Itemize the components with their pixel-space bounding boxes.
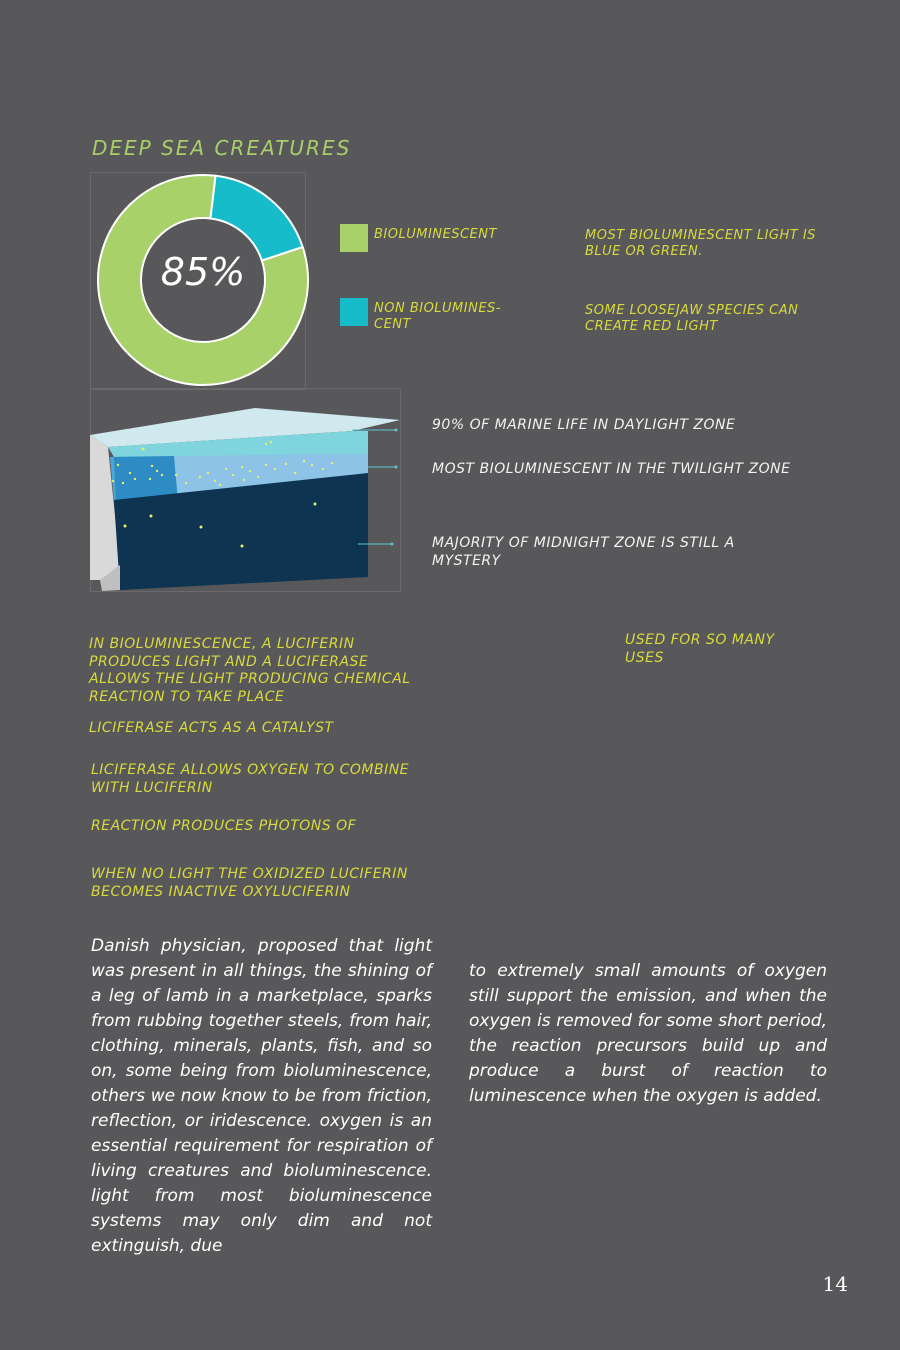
chemistry-line: LICIFERASE ALLOWS OXYGEN TO COMBINE bbox=[91, 762, 410, 778]
body-paragraph-left: Danish physician, proposed that light was present in all things, the shining of a leg of lamb in a marketplace, sparks from rubbing together steels, from hair, clothing, minerals, plants, fish, and so on, some being from bioluminescence, others we now know to be from friction, reflection, or iridescence. oxygen is an essential requirement for respiration of living creatures and bioluminescence. light from most bioluminescence systems may only dim and not extinguish, due bbox=[91, 936, 432, 1256]
zone-caption-daylight: 90% OF MARINE LIFE IN DAYLIGHT ZONE bbox=[432, 417, 736, 433]
chemistry-line: ALLOWS THE LIGHT PRODUCING CHEMICAL bbox=[89, 671, 411, 687]
fact-blue-green bbox=[585, 228, 816, 260]
chemistry-intro bbox=[89, 636, 411, 706]
body-paragraph-right: to extremely small amounts of oxygen still support the emission, and when the oxygen is removed for some short period, the reaction precursors build up and produce a burst of reaction to luminescence when the oxygen is added. bbox=[469, 961, 827, 1106]
page-number: 14 bbox=[822, 1272, 848, 1296]
chemistry-line: USED FOR SO MANY bbox=[625, 632, 775, 648]
donut-center-percentage: 85% bbox=[160, 250, 246, 294]
legend-label-non-bioluminescent bbox=[374, 301, 501, 333]
fact-line: MOST BIOLUMINESCENT LIGHT IS bbox=[585, 228, 816, 243]
legend-swatch-bioluminescent bbox=[340, 224, 368, 252]
chemistry-line: REACTION TO TAKE PLACE bbox=[89, 688, 285, 705]
page-title: DEEP SEA CREATURES bbox=[92, 136, 352, 160]
zone-caption-midnight bbox=[432, 534, 814, 570]
fact-line: BLUE OR GREEN. bbox=[585, 244, 703, 259]
chemistry-line: USES bbox=[625, 649, 664, 666]
chemistry-line: WHEN NO LIGHT THE OXIDIZED LUCIFERIN bbox=[91, 866, 408, 882]
fact-line: SOME LOOSEJAW SPECIES CAN bbox=[585, 303, 799, 318]
zone-caption-line: MYSTERY bbox=[432, 553, 501, 569]
chemistry-uses bbox=[625, 632, 775, 667]
fact-loosejaw bbox=[585, 303, 798, 335]
legend-label-bioluminescent: BIOLUMINESCENT bbox=[374, 227, 497, 242]
legend-swatch-non-bioluminescent bbox=[340, 298, 368, 326]
zone-caption-twilight: MOST BIOLUMINESCENT IN THE TWILIGHT ZONE bbox=[432, 461, 791, 477]
chemistry-line: BECOMES INACTIVE OXYLUCIFERIN bbox=[91, 883, 351, 900]
chemistry-line: WITH LUCIFERIN bbox=[91, 779, 213, 796]
pointer-dot bbox=[395, 429, 398, 432]
legend-label-line: NON BIOLUMINES- bbox=[374, 301, 501, 316]
pointer-dot bbox=[395, 466, 398, 469]
fact-line: CREATE RED LIGHT bbox=[585, 319, 718, 334]
chemistry-line: PRODUCES LIGHT AND A LUCIFERASE bbox=[89, 653, 369, 670]
chemistry-photons: REACTION PRODUCES PHOTONS OF bbox=[91, 818, 357, 834]
zone-caption-line bbox=[432, 534, 814, 552]
zone-caption-line-text: MAJORITY OF MIDNIGHT ZONE IS STILL A bbox=[432, 535, 735, 551]
chemistry-oxygen bbox=[91, 762, 409, 797]
chemistry-line: IN BIOLUMINESCENCE, A LUCIFERIN bbox=[89, 636, 355, 652]
pointer-dot bbox=[391, 543, 394, 546]
legend-label-line: CENT bbox=[374, 317, 411, 332]
chemistry-catalyst: LICIFERASE ACTS AS A CATALYST bbox=[89, 720, 334, 736]
chemistry-inactive bbox=[91, 866, 408, 901]
donut-slice-non-bioluminescent bbox=[210, 176, 302, 261]
ocean-zones-illustration bbox=[90, 405, 402, 591]
